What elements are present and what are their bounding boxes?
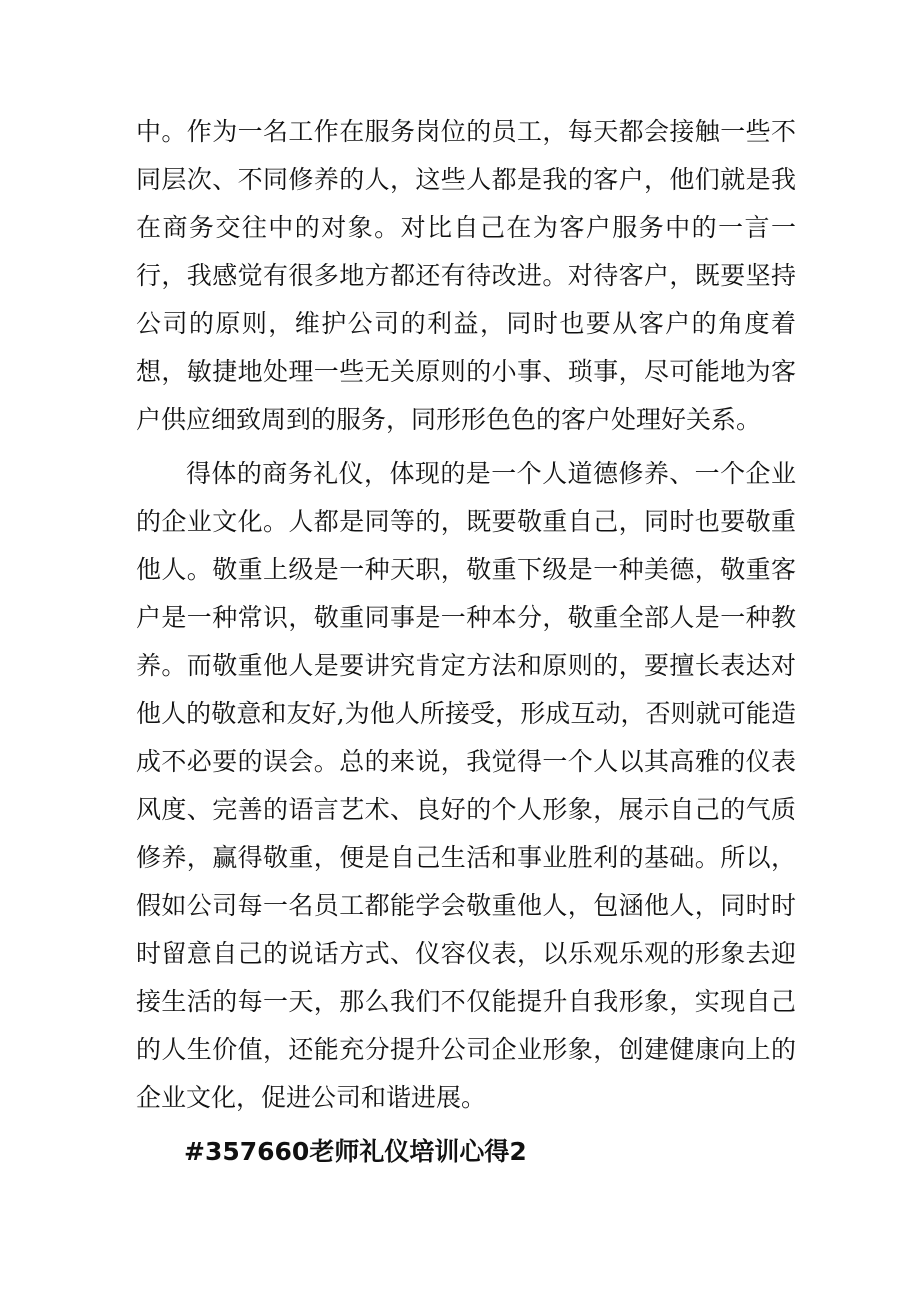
body-paragraph-2: 得体的商务礼仪，体现的是一个人道德修养、一个企业的企业文化。人都是同等的，既要敬重自己，同时也要敬重他人。敬重上级是一种天职，敬重下级是一种美德，敬重客户是一种常识，敬重同事是一种本分，敬重全部人是一种教养。而敬重他人是要讲究肯定方法和原则的，要擅长表达对他人的敬意和友好,为他人所接受，形成互动，否则就可能造成不必要的误会。总的来说，我觉得一个人以其高雅的仪表风度、完善的语言艺术、良好的个人形象，展示自己的气质修养，赢得敬重，便是自己生活和事业胜利的基础。所以，假如公司每一名员工都能学会敬重他人，包涵他人，同时时时留意自己的说话方式、仪容仪表，以乐观乐观的形象去迎接生活的每一天，那么我们不仅能提升自我形象，实现自己的人生价值，还能充分提升公司企业形象，创建健康向上的企业文化，促进公司和谐进展。 xyxy=(136,459,796,1112)
body-paragraph-1: 中。作为一名工作在服务岗位的员工，每天都会接触一些不同层次、不同修养的人，这些人都是我的客户，他们就是我在商务交往中的对象。对比自己在为客户服务中的一言一行，我感觉有很多地方都还有待改进。对待客户，既要坚持公司的原则，维护公司的利益，同时也要从客户的角度着想，敏捷地处理一些无关原则的小事、琐事，尽可能地为客户供应细致周到的服务，同形形色色的客户处理好关系。 xyxy=(136,117,796,434)
section-heading: #357660老师礼仪培训心得2 xyxy=(184,1137,527,1166)
